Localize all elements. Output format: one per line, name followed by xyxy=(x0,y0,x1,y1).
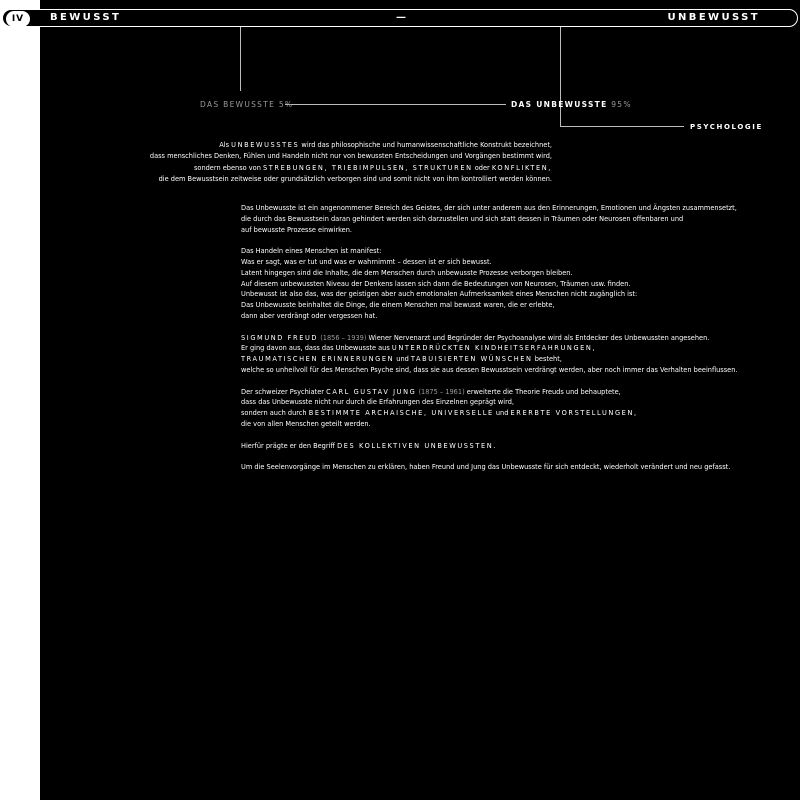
text-line: auf bewusste Prozesse einwirken. xyxy=(241,225,352,234)
emphasis-text: DES KOLLEKTIVEN UNBEWUSSTEN. xyxy=(337,441,497,450)
intro-text: oder xyxy=(474,163,490,172)
emphasis-text: UNTERDRÜCKTEN KINDHEITSERFAHRUNGEN, xyxy=(391,344,597,353)
text-line: erweiterte die Theorie Freuds und behauptete, xyxy=(466,387,621,396)
chapter-number-badge: IV xyxy=(6,11,30,27)
text-line: die von allen Menschen geteilt werden. xyxy=(241,419,371,428)
text-line: Was er sagt, was er tut und was er wahrnimmt – dessen ist er sich bewusst. xyxy=(241,257,492,266)
psychologie-connector-line xyxy=(560,126,684,127)
text-line: dass das Unbewusste nicht nur durch die Erfahrungen des Einzelnen geprägt wird, xyxy=(241,398,515,407)
connector-horizontal-line xyxy=(285,104,506,105)
text-line: besteht, xyxy=(534,355,562,364)
intro-paragraph xyxy=(32,140,552,186)
header-separator: — xyxy=(396,12,409,23)
intro-text: wird das philosophische und humanwissenschaftliche Konstrukt bezeichnet, xyxy=(301,141,552,149)
paragraph-definition xyxy=(241,203,781,235)
dates-freud: (1856 – 1939) xyxy=(320,333,367,342)
body-text xyxy=(241,203,781,484)
text-line: Der schweizer Psychiater xyxy=(241,387,325,396)
label-psychologie: PSYCHOLOGIE xyxy=(690,123,763,131)
intro-line: dass menschliches Denken, Fühlen und Handeln nicht nur von bewussten Entscheidungen und Vorgängen bestimmt wird, xyxy=(149,152,552,161)
unbewusst-vertical-line xyxy=(560,27,561,127)
text-line: Unbewusst ist also das, was der geistigen aber auch emotionalen Aufmerksamkeit eines Menschen nicht zugänglich ist: xyxy=(241,290,638,299)
paragraph-kollektiv xyxy=(241,441,781,452)
paragraph-manifest xyxy=(241,246,781,322)
intro-emphasis: STREBUNGEN, TRIEBIMPULSEN, STRUKTUREN xyxy=(263,163,473,172)
intro-text: Als xyxy=(219,141,230,149)
paragraph-jung xyxy=(241,387,781,430)
text-line: die durch das Bewusstsein daran gehindert werden sich darzustellen und sich statt dessen in Träumen oder Neurosen offenbaren und xyxy=(241,214,684,223)
text-line: und xyxy=(495,409,509,418)
dates-jung: (1875 – 1961) xyxy=(418,387,465,396)
emphasis-text: TRAUMATISCHEN ERINNERUNGEN xyxy=(241,355,395,364)
label-das-bewusste xyxy=(200,100,293,110)
emphasis-text: ERERBTE VORSTELLUNGEN, xyxy=(510,409,638,418)
text-line: und xyxy=(396,355,409,364)
text-line: Um die Seelenvorgänge im Menschen zu erklären, haben Freund und Jung das Unbewusste für sich entdeckt, wiederholt verändert und neu gefasst. xyxy=(241,463,731,472)
percent-unbewusst: 95% xyxy=(611,100,632,109)
label-das-unbewusste xyxy=(511,100,632,110)
intro-emphasis: UNBEWUSSTES xyxy=(231,141,300,149)
bewusst-vertical-line xyxy=(240,27,241,91)
label-das-unbewusste-text: DAS UNBEWUSSTE xyxy=(511,100,608,109)
paragraph-freud xyxy=(241,333,781,376)
header-left-title: BEWUSST xyxy=(50,12,122,23)
text-line: Hierfür prägte er den Begriff xyxy=(241,441,335,450)
text-line: Wiener Nervenarzt und Begründer der Psychoanalyse wird als Entdecker des Unbewussten angesehen. xyxy=(368,333,710,342)
person-name-freud: SIGMUND FREUD xyxy=(241,333,319,342)
text-line: Latent hingegen sind die Inhalte, die dem Menschen durch unbewusste Prozesse verborgen bleiben. xyxy=(241,268,573,277)
text-line: Das Unbewusste beinhaltet die Dinge, die einem Menschen mal bewusst waren, die er erlebte, xyxy=(241,301,555,310)
header-right-title: UNBEWUSST xyxy=(667,12,760,23)
text-line: sondern auch durch xyxy=(241,409,307,418)
percent-bewusst: 5% xyxy=(278,100,294,109)
text-line: Das Handeln eines Menschen ist manifest: xyxy=(241,247,382,256)
paragraph-conclusion xyxy=(241,462,781,473)
emphasis-text: TABUISIERTEN WÜNSCHEN xyxy=(410,355,533,364)
intro-emphasis: KONFLIKTEN, xyxy=(491,163,552,172)
intro-line xyxy=(32,140,552,151)
text-line: dann aber verdrängt oder vergessen hat. xyxy=(241,311,378,320)
intro-text: sondern ebenso von xyxy=(193,163,261,172)
intro-line xyxy=(32,163,552,174)
text-line: welche so unheilvoll für des Menschen Psyche sind, dass sie aus dessen Bewusstsein verdrängt werden, aber noch immer das Verhalten beeinflussen. xyxy=(241,365,738,374)
header-bar-container xyxy=(0,9,800,27)
person-name-jung: CARL GUSTAV JUNG xyxy=(326,387,417,396)
text-line: Er ging davon aus, dass das Unbewusste aus xyxy=(241,344,390,353)
intro-line: die dem Bewusstsein zeitweise oder grundsätzlich verborgen sind und somit nicht von ihm kontrolliert werden können. xyxy=(158,175,552,184)
emphasis-text: BESTIMMTE ARCHAISCHE, UNIVERSELLE xyxy=(308,409,494,418)
text-line: Das Unbewusste ist ein angenommener Bereich des Geistes, der sich unter anderem aus den Erinnerungen, Emotionen und Ängsten zusammensetzt, xyxy=(241,204,737,212)
text-line: Auf diesem unbewussten Niveau der Denkens lassen sich dann die Bedeutungen von Neurosen, Träumen usw. finden. xyxy=(241,279,631,288)
label-das-bewusste-text: DAS BEWUSSTE xyxy=(200,100,276,109)
